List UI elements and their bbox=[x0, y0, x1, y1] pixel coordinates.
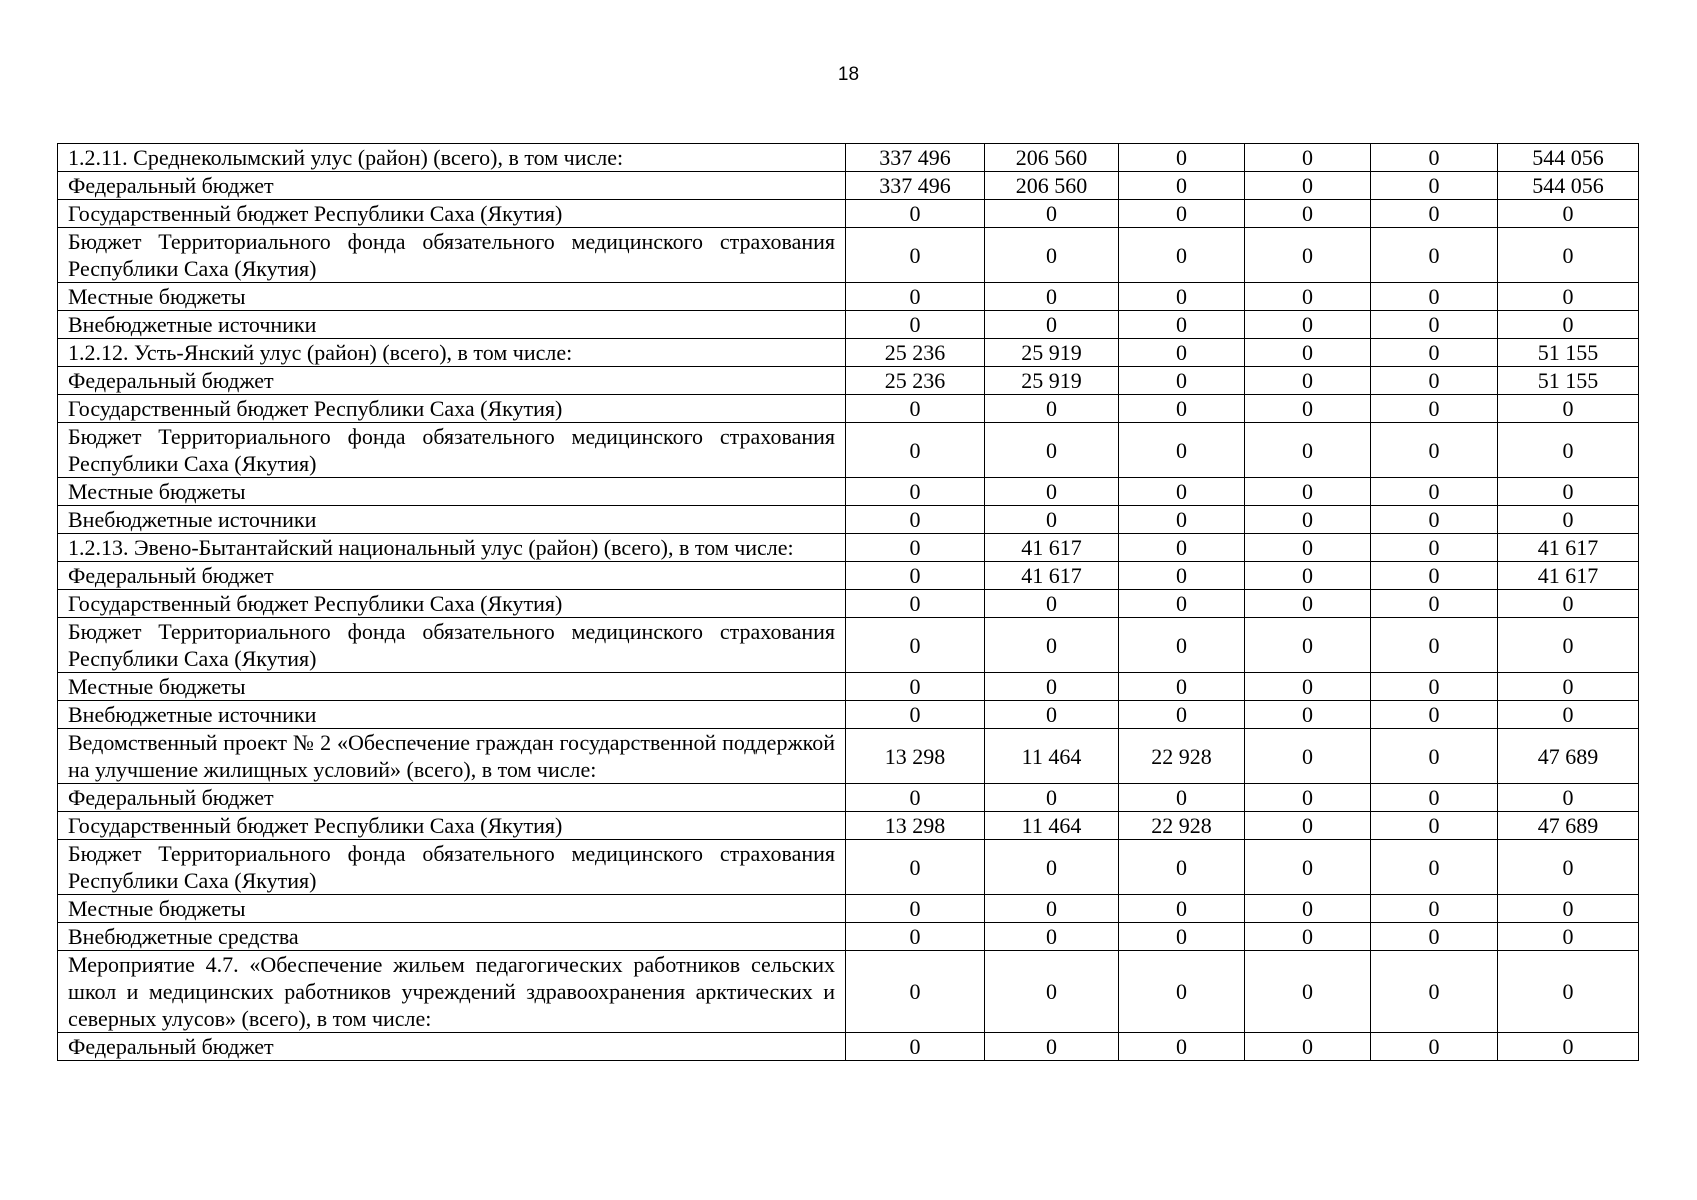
value-cell: 0 bbox=[1371, 590, 1498, 618]
row-label: Мероприятие 4.7. «Обеспечение жильем педагогических работников сельских школ и медицинских работников учреждений здравоохранения арктических и северных улусов» (всего), в том числе: bbox=[58, 951, 846, 1033]
value-cell: 0 bbox=[1119, 423, 1245, 478]
value-cell: 0 bbox=[1119, 506, 1245, 534]
row-label: Федеральный бюджет bbox=[58, 172, 846, 200]
row-label: Местные бюджеты bbox=[58, 673, 846, 701]
value-cell: 0 bbox=[1119, 144, 1245, 172]
table-row bbox=[58, 840, 1639, 895]
row-label: Бюджет Территориального фонда обязательного медицинского страхования Республики Саха (Якутия) bbox=[58, 840, 846, 895]
table-row bbox=[58, 1033, 1639, 1061]
value-cell: 0 bbox=[1371, 701, 1498, 729]
table-row bbox=[58, 534, 1639, 562]
value-cell: 0 bbox=[1371, 534, 1498, 562]
table-row bbox=[58, 701, 1639, 729]
value-cell: 0 bbox=[846, 673, 985, 701]
value-cell: 0 bbox=[1371, 506, 1498, 534]
value-cell: 0 bbox=[1371, 729, 1498, 784]
value-cell: 0 bbox=[1498, 423, 1639, 478]
value-cell: 337 496 bbox=[846, 172, 985, 200]
value-cell: 0 bbox=[985, 895, 1119, 923]
value-cell: 41 617 bbox=[985, 562, 1119, 590]
value-cell: 0 bbox=[846, 506, 985, 534]
value-cell: 0 bbox=[1498, 840, 1639, 895]
budget-table-body bbox=[58, 144, 1639, 1061]
value-cell: 0 bbox=[846, 618, 985, 673]
value-cell: 0 bbox=[1245, 729, 1371, 784]
value-cell: 0 bbox=[1371, 283, 1498, 311]
value-cell: 544 056 bbox=[1498, 172, 1639, 200]
value-cell: 0 bbox=[1245, 478, 1371, 506]
value-cell: 0 bbox=[1245, 228, 1371, 283]
value-cell: 0 bbox=[1245, 172, 1371, 200]
value-cell: 0 bbox=[1119, 840, 1245, 895]
value-cell: 41 617 bbox=[1498, 562, 1639, 590]
value-cell: 0 bbox=[985, 478, 1119, 506]
value-cell: 0 bbox=[985, 423, 1119, 478]
value-cell: 51 155 bbox=[1498, 367, 1639, 395]
value-cell: 0 bbox=[1245, 395, 1371, 423]
row-label: Федеральный бюджет bbox=[58, 784, 846, 812]
table-row bbox=[58, 478, 1639, 506]
value-cell: 0 bbox=[1119, 618, 1245, 673]
value-cell: 0 bbox=[1498, 506, 1639, 534]
value-cell: 0 bbox=[985, 590, 1119, 618]
table-row bbox=[58, 506, 1639, 534]
value-cell: 0 bbox=[1119, 339, 1245, 367]
value-cell: 0 bbox=[1245, 895, 1371, 923]
value-cell: 0 bbox=[1498, 951, 1639, 1033]
value-cell: 0 bbox=[1245, 618, 1371, 673]
value-cell: 0 bbox=[846, 1033, 985, 1061]
value-cell: 25 919 bbox=[985, 367, 1119, 395]
value-cell: 0 bbox=[1498, 590, 1639, 618]
value-cell: 0 bbox=[1119, 1033, 1245, 1061]
value-cell: 0 bbox=[846, 923, 985, 951]
table-row bbox=[58, 729, 1639, 784]
value-cell: 13 298 bbox=[846, 729, 985, 784]
row-label: Бюджет Территориального фонда обязательного медицинского страхования Республики Саха (Якутия) bbox=[58, 423, 846, 478]
row-label: Местные бюджеты bbox=[58, 283, 846, 311]
row-label: Федеральный бюджет bbox=[58, 367, 846, 395]
row-label: Государственный бюджет Республики Саха (Якутия) bbox=[58, 812, 846, 840]
value-cell: 0 bbox=[846, 784, 985, 812]
value-cell: 0 bbox=[1119, 283, 1245, 311]
value-cell: 0 bbox=[1119, 367, 1245, 395]
value-cell: 0 bbox=[1371, 311, 1498, 339]
table-row bbox=[58, 367, 1639, 395]
value-cell: 0 bbox=[1498, 923, 1639, 951]
value-cell: 0 bbox=[1245, 1033, 1371, 1061]
table-row bbox=[58, 200, 1639, 228]
value-cell: 0 bbox=[1119, 673, 1245, 701]
value-cell: 0 bbox=[1245, 200, 1371, 228]
table-row bbox=[58, 618, 1639, 673]
value-cell: 337 496 bbox=[846, 144, 985, 172]
value-cell: 0 bbox=[1371, 951, 1498, 1033]
row-label: Внебюджетные источники bbox=[58, 506, 846, 534]
row-label: Внебюджетные средства bbox=[58, 923, 846, 951]
value-cell: 0 bbox=[1119, 478, 1245, 506]
value-cell: 0 bbox=[1245, 701, 1371, 729]
value-cell: 0 bbox=[1119, 784, 1245, 812]
value-cell: 0 bbox=[846, 423, 985, 478]
table-row bbox=[58, 812, 1639, 840]
value-cell: 0 bbox=[1498, 673, 1639, 701]
value-cell: 0 bbox=[1498, 228, 1639, 283]
budget-table bbox=[57, 143, 1639, 1061]
value-cell: 0 bbox=[1371, 618, 1498, 673]
value-cell: 0 bbox=[985, 395, 1119, 423]
value-cell: 0 bbox=[1245, 562, 1371, 590]
value-cell: 0 bbox=[1245, 311, 1371, 339]
table-row bbox=[58, 923, 1639, 951]
value-cell: 0 bbox=[1371, 395, 1498, 423]
value-cell: 0 bbox=[985, 506, 1119, 534]
value-cell: 0 bbox=[846, 283, 985, 311]
value-cell: 0 bbox=[1371, 673, 1498, 701]
value-cell: 0 bbox=[1119, 311, 1245, 339]
table-row bbox=[58, 144, 1639, 172]
value-cell: 0 bbox=[1371, 228, 1498, 283]
value-cell: 0 bbox=[985, 200, 1119, 228]
value-cell: 47 689 bbox=[1498, 729, 1639, 784]
value-cell: 0 bbox=[985, 1033, 1119, 1061]
value-cell: 0 bbox=[1119, 395, 1245, 423]
value-cell: 0 bbox=[1371, 367, 1498, 395]
value-cell: 0 bbox=[1498, 478, 1639, 506]
value-cell: 0 bbox=[1245, 951, 1371, 1033]
row-label: Местные бюджеты bbox=[58, 478, 846, 506]
value-cell: 0 bbox=[1119, 701, 1245, 729]
row-label: Бюджет Территориального фонда обязательного медицинского страхования Республики Саха (Якутия) bbox=[58, 228, 846, 283]
value-cell: 0 bbox=[846, 840, 985, 895]
table-row bbox=[58, 562, 1639, 590]
value-cell: 0 bbox=[1119, 923, 1245, 951]
value-cell: 0 bbox=[1371, 812, 1498, 840]
table-row bbox=[58, 895, 1639, 923]
value-cell: 0 bbox=[1119, 895, 1245, 923]
page-number: 18 bbox=[837, 64, 860, 85]
value-cell: 0 bbox=[985, 784, 1119, 812]
value-cell: 0 bbox=[985, 701, 1119, 729]
value-cell: 0 bbox=[1498, 200, 1639, 228]
value-cell: 41 617 bbox=[985, 534, 1119, 562]
value-cell: 0 bbox=[846, 951, 985, 1033]
table-row bbox=[58, 228, 1639, 283]
value-cell: 0 bbox=[846, 311, 985, 339]
value-cell: 0 bbox=[1371, 562, 1498, 590]
value-cell: 0 bbox=[846, 534, 985, 562]
table-row bbox=[58, 339, 1639, 367]
value-cell: 25 919 bbox=[985, 339, 1119, 367]
value-cell: 0 bbox=[1498, 283, 1639, 311]
value-cell: 0 bbox=[1119, 228, 1245, 283]
value-cell: 0 bbox=[1245, 840, 1371, 895]
value-cell: 0 bbox=[1245, 423, 1371, 478]
value-cell: 0 bbox=[1119, 951, 1245, 1033]
table-row bbox=[58, 951, 1639, 1033]
value-cell: 0 bbox=[985, 923, 1119, 951]
value-cell: 13 298 bbox=[846, 812, 985, 840]
table-row bbox=[58, 172, 1639, 200]
table-row bbox=[58, 395, 1639, 423]
value-cell: 0 bbox=[1245, 590, 1371, 618]
value-cell: 41 617 bbox=[1498, 534, 1639, 562]
value-cell: 0 bbox=[1498, 311, 1639, 339]
value-cell: 0 bbox=[1119, 534, 1245, 562]
value-cell: 0 bbox=[1371, 923, 1498, 951]
value-cell: 22 928 bbox=[1119, 812, 1245, 840]
value-cell: 0 bbox=[985, 228, 1119, 283]
value-cell: 0 bbox=[1245, 534, 1371, 562]
value-cell: 0 bbox=[1371, 1033, 1498, 1061]
value-cell: 0 bbox=[985, 840, 1119, 895]
value-cell: 0 bbox=[846, 701, 985, 729]
value-cell: 0 bbox=[1245, 784, 1371, 812]
value-cell: 0 bbox=[985, 951, 1119, 1033]
value-cell: 0 bbox=[1245, 923, 1371, 951]
value-cell: 25 236 bbox=[846, 367, 985, 395]
value-cell: 0 bbox=[1245, 283, 1371, 311]
value-cell: 0 bbox=[1371, 423, 1498, 478]
value-cell: 0 bbox=[985, 283, 1119, 311]
value-cell: 0 bbox=[1245, 506, 1371, 534]
value-cell: 0 bbox=[1371, 144, 1498, 172]
table-row bbox=[58, 311, 1639, 339]
row-label: Федеральный бюджет bbox=[58, 1033, 846, 1061]
row-label: Бюджет Территориального фонда обязательного медицинского страхования Республики Саха (Якутия) bbox=[58, 618, 846, 673]
value-cell: 0 bbox=[846, 590, 985, 618]
value-cell: 0 bbox=[1119, 562, 1245, 590]
value-cell: 0 bbox=[846, 562, 985, 590]
value-cell: 0 bbox=[846, 895, 985, 923]
value-cell: 0 bbox=[1245, 144, 1371, 172]
value-cell: 0 bbox=[1245, 673, 1371, 701]
value-cell: 11 464 bbox=[985, 812, 1119, 840]
value-cell: 0 bbox=[846, 395, 985, 423]
value-cell: 0 bbox=[985, 311, 1119, 339]
value-cell: 0 bbox=[985, 618, 1119, 673]
value-cell: 0 bbox=[1371, 840, 1498, 895]
row-label: Федеральный бюджет bbox=[58, 562, 846, 590]
table-row bbox=[58, 590, 1639, 618]
table-row bbox=[58, 673, 1639, 701]
value-cell: 25 236 bbox=[846, 339, 985, 367]
value-cell: 0 bbox=[846, 228, 985, 283]
value-cell: 0 bbox=[1498, 618, 1639, 673]
row-label: 1.2.13. Эвено-Бытантайский национальный улус (район) (всего), в том числе: bbox=[58, 534, 846, 562]
table-row bbox=[58, 283, 1639, 311]
value-cell: 206 560 bbox=[985, 144, 1119, 172]
value-cell: 206 560 bbox=[985, 172, 1119, 200]
value-cell: 0 bbox=[1371, 784, 1498, 812]
row-label: Внебюджетные источники bbox=[58, 701, 846, 729]
value-cell: 0 bbox=[1498, 395, 1639, 423]
value-cell: 0 bbox=[1498, 895, 1639, 923]
row-label: Местные бюджеты bbox=[58, 895, 846, 923]
value-cell: 0 bbox=[1371, 200, 1498, 228]
value-cell: 0 bbox=[1371, 172, 1498, 200]
row-label: 1.2.12. Усть-Янский улус (район) (всего), в том числе: bbox=[58, 339, 846, 367]
value-cell: 544 056 bbox=[1498, 144, 1639, 172]
value-cell: 0 bbox=[1371, 339, 1498, 367]
row-label: Внебюджетные источники bbox=[58, 311, 846, 339]
value-cell: 0 bbox=[1498, 701, 1639, 729]
value-cell: 22 928 bbox=[1119, 729, 1245, 784]
value-cell: 0 bbox=[1245, 367, 1371, 395]
value-cell: 0 bbox=[1245, 339, 1371, 367]
value-cell: 11 464 bbox=[985, 729, 1119, 784]
row-label: Государственный бюджет Республики Саха (Якутия) bbox=[58, 590, 846, 618]
value-cell: 47 689 bbox=[1498, 812, 1639, 840]
row-label: Государственный бюджет Республики Саха (Якутия) bbox=[58, 200, 846, 228]
value-cell: 0 bbox=[846, 478, 985, 506]
value-cell: 0 bbox=[1498, 784, 1639, 812]
value-cell: 0 bbox=[1119, 172, 1245, 200]
value-cell: 0 bbox=[1498, 1033, 1639, 1061]
value-cell: 51 155 bbox=[1498, 339, 1639, 367]
table-row bbox=[58, 784, 1639, 812]
value-cell: 0 bbox=[985, 673, 1119, 701]
row-label: Государственный бюджет Республики Саха (Якутия) bbox=[58, 395, 846, 423]
value-cell: 0 bbox=[1119, 590, 1245, 618]
value-cell: 0 bbox=[1371, 895, 1498, 923]
value-cell: 0 bbox=[846, 200, 985, 228]
value-cell: 0 bbox=[1371, 478, 1498, 506]
table-row bbox=[58, 423, 1639, 478]
row-label: 1.2.11. Среднеколымский улус (район) (всего), в том числе: bbox=[58, 144, 846, 172]
value-cell: 0 bbox=[1245, 812, 1371, 840]
row-label: Ведомственный проект № 2 «Обеспечение граждан государственной поддержкой на улучшение жилищных условий» (всего), в том числе: bbox=[58, 729, 846, 784]
value-cell: 0 bbox=[1119, 200, 1245, 228]
